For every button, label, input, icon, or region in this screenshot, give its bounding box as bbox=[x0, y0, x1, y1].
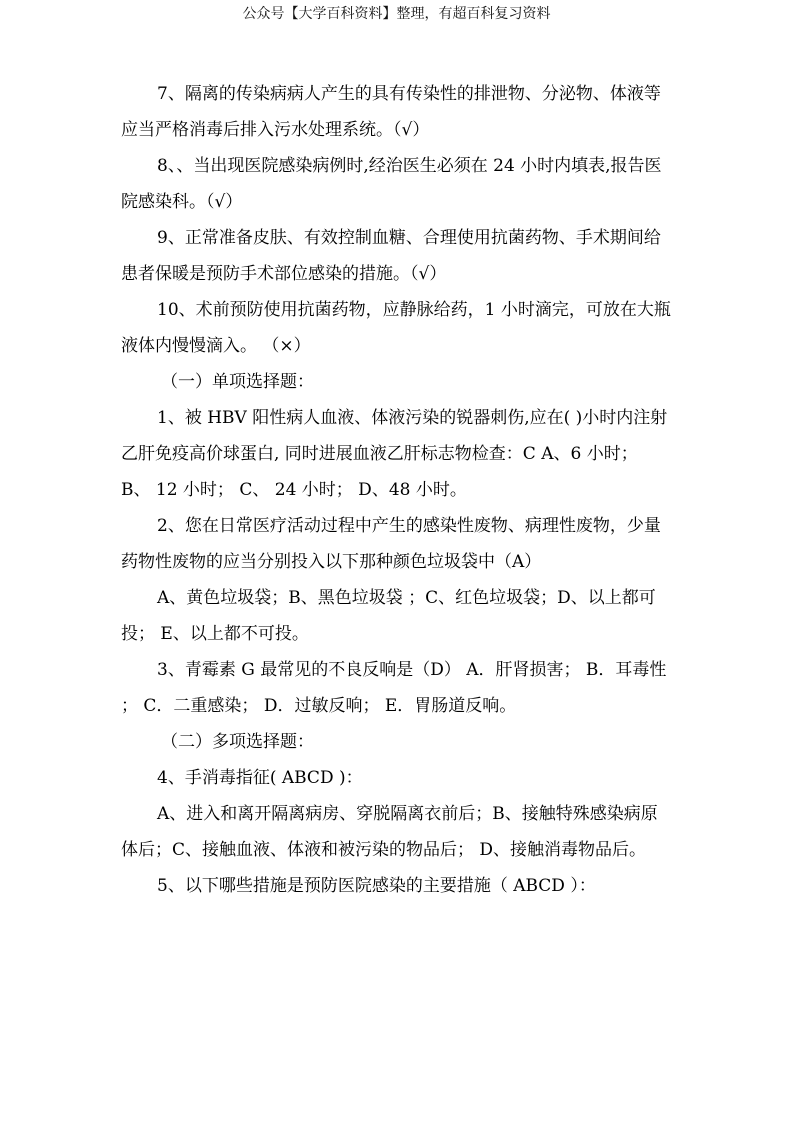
question-8: 8、、当出现医院感染病例时,经治医生必须在 24 小时内填表,报告医院感染科。（√） bbox=[121, 156, 662, 212]
question-10: 10、术前预防使用抗菌药物，应静脉给药，1 小时滴完，可放在大瓶液体内慢慢滴入。 （×） bbox=[121, 300, 671, 356]
question-9: 9、正常准备皮肤、有效控制血糖、合理使用抗菌药物、手术期间给患者保暖是预防手术部位感染的措施。（√） bbox=[121, 228, 661, 284]
multi-question-5: 5、以下哪些措施是预防医院感染的主要措施（ ABCD ）： bbox=[157, 876, 596, 896]
section-heading-multiple-choice: （二）多项选择题： bbox=[161, 732, 314, 752]
choice-question-2-options: A、黄色垃圾袋；B、黑色垃圾袋 ；C、红色垃圾袋；D、以上都可投； E、以上都不可投。 bbox=[121, 588, 656, 644]
choice-question-1: 1、被 HBV 阳性病人血液、体液污染的锐器刺伤,应在( )小时内注射乙肝免疫高价球蛋白, 同时进展血液乙肝标志物检查：C A、6 小时； B、 12 小时； C、 24 小时； D、48 小时。 bbox=[121, 408, 668, 500]
choice-question-2: 2、您在日常医疗活动过程中产生的感染性废物、病理性废物，少量药物性废物的应当分别投入以下那种颜色垃圾袋中（A） bbox=[121, 516, 661, 572]
multi-question-4-options: A、进入和离开隔离病房、穿脱隔离衣前后；B、接触特殊感染病原体后；C、接触血液、体液和被污染的物品后； D、接触消毒物品后。 bbox=[121, 804, 658, 860]
multi-question-4: 4、手消毒指征( ABCD )： bbox=[157, 768, 363, 788]
choice-question-3: 3、青霉素 G 最常见的不良反响是（D） A．肝肾损害； B．耳毒性 ； C．二重感染； D．过敏反响； E．胃肠道反响。 bbox=[121, 660, 667, 716]
document-body bbox=[121, 76, 671, 904]
question-7: 7、隔离的传染病病人产生的具有传染性的排泄物、分泌物、体液等应当严格消毒后排入污水处理系统。（√） bbox=[121, 84, 661, 140]
section-heading-single-choice: （一）单项选择题： bbox=[161, 372, 314, 392]
page-header: 公众号【大学百科资料】整理，有超百科复习资料 bbox=[242, 6, 551, 22]
